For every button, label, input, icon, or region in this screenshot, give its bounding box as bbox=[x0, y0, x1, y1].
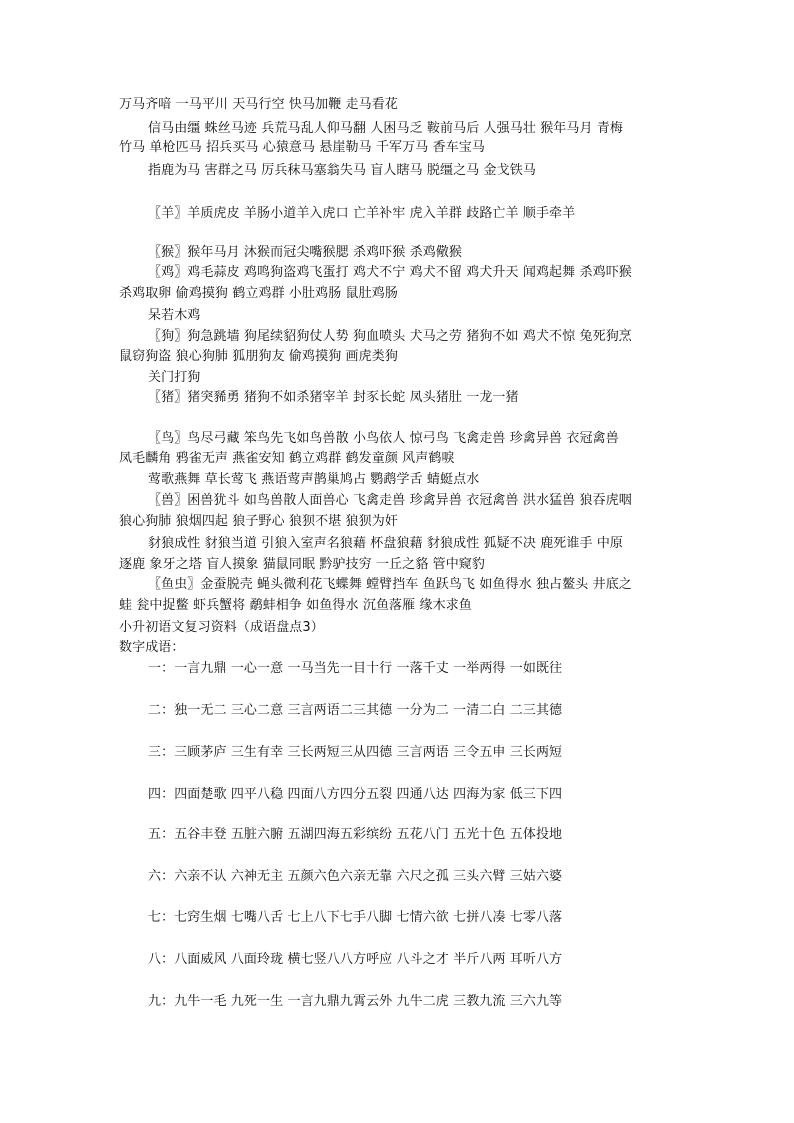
text-line: 九：九牛一毛 九死一生 一言九鼎九霄云外 九牛二虎 三教九流 三六九等 bbox=[148, 994, 563, 1009]
text-line: 豺狼成性 豺狼当道 引狼入室声名狼藉 杯盘狼藉 豺狼成性 狐疑不决 鹿死谁手 中原 bbox=[148, 536, 624, 551]
text-line: 六：六亲不认 六神无主 五颜六色六亲无靠 六尺之孤 三头六臂 三姑六婆 bbox=[148, 869, 563, 884]
text-line: 四：四面楚歌 四平八稳 四面八方四分五裂 四通八达 四海为家 低三下四 bbox=[148, 787, 563, 802]
text-line: 呆若木鸡 bbox=[148, 308, 201, 323]
text-line: 逐鹿 象牙之塔 盲人摸象 猫鼠同眠 黔驴技穷 一丘之貉 管中窥豹 bbox=[119, 557, 485, 572]
text-line: 八：八面威风 八面玲珑 横七竖八八方呼应 八斗之才 半斤八两 耳听八方 bbox=[148, 952, 563, 967]
text-line: 七：七窍生烟 七嘴八舌 七上八下七手八脚 七情六欲 七拼八凑 七零八落 bbox=[148, 910, 563, 925]
text-line: 〖鱼虫〗金蚕脱壳 蝇头微利花飞蝶舞 螳臂挡车 鱼跃鸟飞 如鱼得水 独占鳌头 井底之 bbox=[148, 577, 632, 592]
text-line: 鼠窃狗盗 狼心狗肺 狐朋狗友 偷鸡摸狗 画虎类狗 bbox=[119, 349, 398, 364]
text-line: 〖羊〗羊质虎皮 羊肠小道羊入虎口 亡羊补牢 虎入羊群 歧路亡羊 顺手牵羊 bbox=[148, 206, 576, 221]
text-line: 五：五谷丰登 五脏六腑 五湖四海五彩缤纷 五花八门 五光十色 五体投地 bbox=[148, 827, 563, 842]
text-line: 一：一言九鼎 一心一意 一马当先一目十行 一落千丈 一举两得 一如既往 bbox=[148, 661, 563, 676]
text-line: 〖猴〗猴年马月 沐猴而冠尖嘴猴腮 杀鸡吓猴 杀鸡儆猴 bbox=[148, 245, 462, 260]
text-line: 关门打狗 bbox=[148, 370, 201, 385]
text-line: 〖兽〗困兽犹斗 如鸟兽散人面兽心 飞禽走兽 珍禽异兽 衣冠禽兽 洪水猛兽 狼吞虎咽 bbox=[148, 493, 632, 508]
text-line: 信马由缰 蛛丝马迹 兵荒马乱人仰马翻 人困马乏 鞍前马后 人强马壮 猴年马月 青梅 bbox=[148, 121, 624, 136]
text-line: 二：独一无二 三心二意 三言两语二三其德 一分为二 一清二白 二三其德 bbox=[148, 703, 563, 718]
text-line: 三：三顾茅庐 三生有幸 三长两短三从四德 三言两语 三令五申 三长两短 bbox=[148, 745, 563, 760]
text-line: 竹马 单枪匹马 招兵买马 心猿意马 悬崖勒马 千军万马 香车宝马 bbox=[119, 140, 485, 155]
text-line: 〖狗〗狗急跳墙 狗尾续貂狗仗人势 狗血喷头 犬马之劳 猪狗不如 鸡犬不惊 兔死狗烹 bbox=[148, 329, 632, 344]
text-line: 莺歌燕舞 草长莺飞 燕语莺声鹊巢鸠占 鹦鹉学舌 蜻蜓点水 bbox=[148, 472, 480, 487]
text-line: 万马齐喑 一马平川 天马行空 快马加鞭 走马看花 bbox=[119, 97, 398, 112]
text-line: 凤毛麟角 鸦雀无声 燕雀安知 鹤立鸡群 鹤发童颜 风声鹤唳 bbox=[119, 451, 455, 466]
text-line: 杀鸡取卵 偷鸡摸狗 鹤立鸡群 小肚鸡肠 鼠肚鸡肠 bbox=[119, 286, 398, 301]
text-line: 蛙 瓮中捉鳖 虾兵蟹将 鹬蚌相争 如鱼得水 沉鱼落雁 缘木求鱼 bbox=[119, 598, 472, 613]
text-line: 指鹿为马 害群之马 厉兵秣马塞翁失马 盲人瞎马 脱缰之马 金戈铁马 bbox=[148, 163, 536, 178]
section-title: 小升初语文复习资料（成语盘点3） bbox=[119, 620, 324, 635]
text-line: 〖猪〗猪突豨勇 猪狗不如杀猪宰羊 封豕长蛇 凤头猪肚 一龙一猪 bbox=[148, 390, 519, 405]
section-subtitle: 数字成语： bbox=[119, 640, 185, 655]
text-line: 〖鸡〗鸡毛蒜皮 鸡鸣狗盗鸡飞蛋打 鸡犬不宁 鸡犬不留 鸡犬升天 闻鸡起舞 杀鸡吓猴 bbox=[148, 265, 632, 280]
text-line: 狼心狗肺 狼烟四起 狼子野心 狼狈不堪 狼狈为奸 bbox=[119, 514, 398, 529]
text-line: 〖鸟〗鸟尽弓藏 笨鸟先飞如鸟兽散 小鸟依人 惊弓鸟 飞禽走兽 珍禽异兽 衣冠禽兽 bbox=[148, 431, 619, 446]
